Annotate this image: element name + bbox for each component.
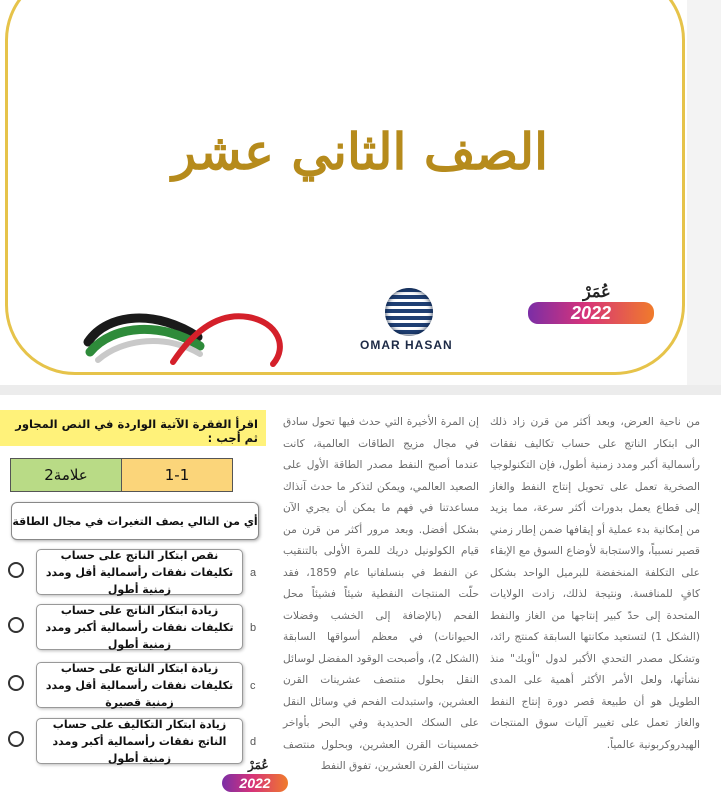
option-a[interactable] xyxy=(0,549,268,597)
radio-b[interactable] xyxy=(8,617,24,633)
brand-name: OMAR HASAN xyxy=(360,338,453,352)
option-a-text[interactable]: نقص ابتكار الناتج على حساب تكليفات نفقات رأسمالية أقل ومدد زمنية أطول xyxy=(36,549,243,595)
passage-middle-column: إن المرة الأخيرة التي حدث فيها تحول سادق في مجال مزيج الطاقات العالمية، كانت عندما أصبح النفط مصدر الطاقة الأول على الصعيد العالمي، ويمكن لتذكر ما حدث آنذاك مساعدتنا في فهم ما يمكن أن يجري الآن بشكل أفضل. وبعد مرور أكثر من قرن من قيام الكولونيل دريك للمرة الأولى بالتنقيب عن النفط في بنسلفانيا عام 1859، فقد حلّت المنتجات النفطية شيئاً فشيئاً محل الفحم (بالإضافة إلى الخشب وفضلات الحيوانات) في معظم أسواقها السابقة (الشكل 2)، وأصبحت الوقود المفضل لوسائل النقل بحلول منتصف عشرينات القرن العشرين، واستبدلت الفحم في وسائل النقل على السكك الحديدية وفي البحر بأواخر خمسينات القرن العشرين، وبحلول منتصف ستينات القرن العشرين، تفوق النفط xyxy=(283,416,479,772)
question-number: 1-1 xyxy=(122,459,232,491)
cover-section xyxy=(0,0,721,385)
logo-year: 2022 xyxy=(528,302,654,324)
option-b-text[interactable]: زيادة ابتكار الناتج على حساب تكليفات نفقات رأسمالية أكبر ومدد زمنية أطول xyxy=(36,604,243,650)
question-panel xyxy=(0,410,268,790)
radio-d[interactable] xyxy=(8,731,24,747)
question-info-table xyxy=(10,458,233,492)
option-d-text[interactable]: زيادة ابتكار التكاليف على حساب الناتج نفقات رأسمالية أكبر ومدد زمنية أطول xyxy=(36,718,243,764)
option-d-letter: d xyxy=(250,736,257,748)
logo-year-bottom: 2022 xyxy=(222,774,288,792)
page-edge xyxy=(687,0,721,385)
question-prompt: أي من التالي يصف التغيرات في مجال الطاقة xyxy=(11,502,259,540)
globe-logo-icon xyxy=(385,288,433,336)
passage-right-column: من ناحية العرض، وبعد أكثر من قرن زاد ذلك الى ابتكار الناتج على حساب تكاليف نفقات رأسمالية أكبر ومدد زمنية أطول، فإن التكنولوجيا الصخرية تعمل على تحويل إنتاج النفط والغاز إلى قطاع يعمل بدورات أكثر سرعة، مما يزيد من إمكانية بدء عملية أو إيقافها ضمن إطار زمني قصير نسبياً، والاستجابة لأوضاع السوق مع الإبقاء على التكلفة المنخفضة للبرميل الواحد بشكل كافٍ للمنافسة. ونتيجة لذلك، زادت الولايات المتحدة إلى حدّ كبير إنتاجها من الغاز والنفط (الشكل 1) لتستعيد مكانتها السابقة كمنتج رائد، وتشكل مصدر التحدي الأكبر لدول "أوبك" منذ نشأتها، ولعل الأمر الأكثر أهمية على المدى الطويل هو أن طبيعة قصر دورة إنتاج النفط والغاز تعمل على تغيير آليات سوق المنتجات الهيدروكربونية عالمياً. xyxy=(490,416,700,751)
question-marks: 2علامة xyxy=(11,459,122,491)
option-c-letter: c xyxy=(250,680,256,692)
radio-c[interactable] xyxy=(8,675,24,691)
radio-a[interactable] xyxy=(8,562,24,578)
option-c[interactable] xyxy=(0,662,268,710)
year-logo-bottom xyxy=(222,758,292,798)
cover-title: الصف الثاني عشر xyxy=(171,122,549,181)
option-c-text[interactable]: زيادة ابتكار الناتج على حساب تكليفات نفقات رأسمالية أقل ومدد زمنية قصيرة xyxy=(36,662,243,708)
logo-arabic: عُمَرْ xyxy=(583,282,611,301)
year-logo-top xyxy=(528,282,658,327)
option-b-letter: b xyxy=(250,622,257,634)
option-a-letter: a xyxy=(250,567,257,579)
logo-arabic-bottom: عُمَرْ xyxy=(248,758,269,772)
heart-flag-icon xyxy=(78,302,308,372)
option-b[interactable] xyxy=(0,604,268,652)
question-instruction: اقرأ الفقرة الآتية الواردة في النص المجاور ثم أجب : xyxy=(0,410,266,446)
page-divider xyxy=(0,385,721,395)
